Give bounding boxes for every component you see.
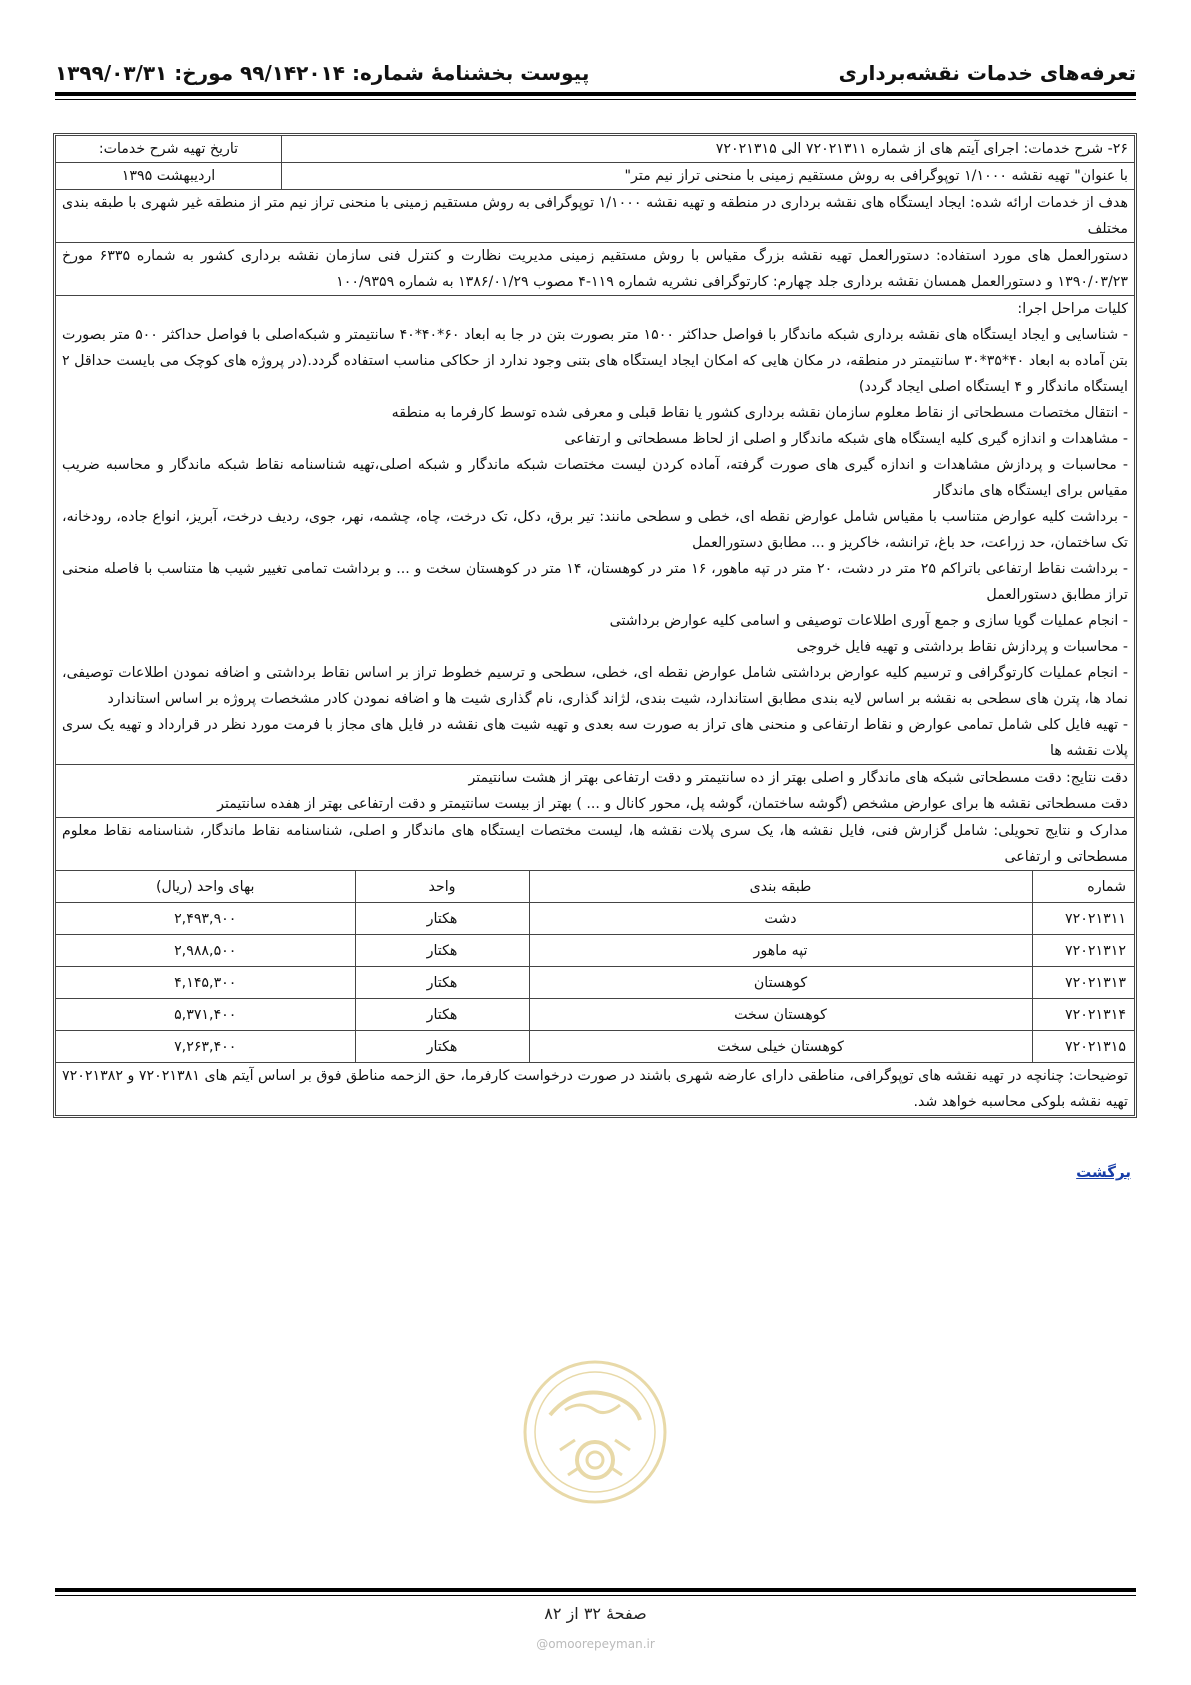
header-rule-thick (55, 92, 1136, 96)
goal-text: هدف از خدمات ارائه شده: ایجاد ایستگاه های نقشه برداری در منطقه و تهیه نقشه ۱/۱۰۰۰ توپوگرافی به روش مستقیم زمینی با منحنی تراز نیم متر از منطقه غیر شهری با طبقه بندی مختلف (62, 195, 1128, 237)
accuracy-map: دقت مسطحاتی نقشه ها برای عوارض مشخص (گوشه ساختمان، گوشه پل، محور کانال و ... ) بهتر از بیست سانتیمتر و دقت ارتفاعی بهتر از هفده سانتیمتر (217, 796, 1128, 812)
notes-row (56, 1063, 1134, 1115)
header-price: بهای واحد (ریال) (56, 871, 355, 903)
document-title: تعرفه‌های خدمات نقشه‌برداری (838, 61, 1136, 85)
deliverables-text: مدارک و نتایج تحویلی: شامل گزارش فنی، فایل نقشه ها، یک سری پلات نقشه ها، لیست مختصات ایستگاه های ماندگار و اصلی، شناسنامه نقاط ماندگار، شناسنامه نقاط معلوم مسطحاتی و ارتفاعی (62, 823, 1128, 865)
page-number: صفحهٔ ۳۲ از ۸۲ (544, 1604, 647, 1623)
item-unit: هکتار (355, 999, 529, 1031)
instructions-text: دستورالعمل های مورد استفاده: دستورالعمل تهیه نقشه بزرگ مقیاس با روش مستقیم زمینی مدیریت نظارت و کنترل فنی سازمان نقشه برداری کشور به شماره ۶۳۳۵ مورخ ۱۳۹۰/۰۳/۲۳ و دستورالعمل همسان نقشه برداری جلد چهارم: کارتوگرافی نشریه شماره ۱۱۹-۴ مصوب ۱۳۸۶/۰۱/۲۹ به شماره ۱۰۰/۹۳۵۹ (62, 248, 1129, 290)
price-table-row (56, 871, 1134, 1063)
step-item: - انتقال مختصات مسطحاتی از نقاط معلوم سازمان نقشه برداری کشور یا نقاط قبلی و معرفی شده توسط کارفرما به منطقه (391, 405, 1128, 421)
item-unit: هکتار (355, 967, 529, 999)
step-item: - برداشت کلیه عوارض متناسب با مقیاس شامل عوارض نقطه ای، خطی و سطحی مانند: تیر برق، دکل، تک درخت، چاه، چشمه، نهر، جوی، ردیف درخت، آبریز، انواع جاده، رودخانه، تک ساختمان، حد زراعت، حد باغ، ترانشه، خاکریز و ... مطابق دستورالعمل (62, 509, 1128, 551)
item-category: کوهستان خیلی سخت (529, 1031, 1032, 1063)
item-unit: هکتار (355, 1031, 529, 1063)
service-description (281, 136, 1134, 189)
item-price: ۴,۱۴۵,۳۰۰ (56, 967, 355, 999)
step-item: - محاسبات و پردازش مشاهدات و اندازه گیری های صورت گرفته، آماده کردن لیست مختصات شبکه ماندگار و شبکه اصلی،تهیه شناسنامه نقاط شبکه ماندگار و محاسبه ضریب مقیاس برای ایستگاه های ماندگار (62, 457, 1128, 499)
service-date-value: اردیبهشت ۱۳۹۵ (121, 168, 216, 184)
deliverables-row (56, 818, 1134, 871)
page-header (55, 58, 1136, 88)
item-price: ۵,۳۷۱,۴۰۰ (56, 999, 355, 1031)
step-item: - محاسبات و پردازش نقاط برداشتی و تهیه فایل خروجی (796, 639, 1128, 655)
item-category: تپه ماهور (529, 935, 1032, 967)
item-price: ۷,۲۶۳,۴۰۰ (174, 1038, 237, 1055)
price-table (56, 871, 1134, 1062)
header-rule-thin (55, 99, 1136, 100)
notes-text: توضیحات: چنانچه در تهیه نقشه های توپوگرافی، مناطقی دارای عارضه شهری باشند در صورت درخواست کارفرما، حق الزحمه مناطق فوق بر اساس آیتم های ۷۲۰۲۱۳۸۱ و ۷۲۰۲۱۳۸۲ تهیه نقشه بلوکی محاسبه خواهد شد. (62, 1068, 1128, 1110)
service-date (56, 136, 281, 189)
item-code: ۷۲۰۲۱۳۱۳ (1032, 967, 1134, 999)
item-category: کوهستان (529, 967, 1032, 999)
attachment-info: پیوست بخشنامهٔ شماره: ۹۹/۱۴۲۰۱۴ مورخ: ۱۳۹۹/۰۳/۳۱ (55, 61, 590, 85)
step-item: - برداشت نقاط ارتفاعی باتراکم ۲۵ متر در دشت، ۲۰ متر در تپه ماهور، ۱۶ متر در کوهستان، ۱۴ متر در کوهستان سخت و ... و برداشت تمامی تغییر شیب ها متناسب با فاصله منحنی تراز مطابق دستورالعمل (62, 561, 1128, 603)
service-table (53, 133, 1137, 1118)
service-date-label: تاریخ تهیه شرح خدمات: (56, 136, 281, 163)
goal-row (56, 190, 1134, 243)
header-code: شماره (1032, 871, 1134, 903)
item-category: دشت (529, 903, 1032, 935)
table-row (56, 967, 1134, 999)
step-item: - تهیه فایل کلی شامل تمامی عوارض و نقاط ارتفاعی و منحنی های تراز به صورت سه بعدی و تهیه شیت های نقشه در فایل های مجاز با فرمت مورد نظر در قرارداد و تهیه یک سری پلات نقشه ها (62, 717, 1128, 759)
step-item: - مشاهدات و اندازه گیری کلیه ایستگاه های شبکه ماندگار و اصلی از لحاظ مسطحاتی و ارتفاعی (564, 431, 1128, 447)
item-price: ۲,۴۹۳,۹۰۰ (56, 903, 355, 935)
service-title-line: با عنوان" تهیه نقشه ۱/۱۰۰۰ توپوگرافی به روش مستقیم زمینی با منحنی تراز نیم متر" (624, 168, 1128, 184)
footer-rule-thin (55, 1595, 1136, 1596)
item-unit: هکتار (355, 935, 529, 967)
item-code: ۷۲۰۲۱۳۱۲ (1032, 935, 1134, 967)
step-item: - انجام عملیات گویا سازی و جمع آوری اطلاعات توصیفی و اسامی کلیه عوارض برداشتی (609, 613, 1128, 629)
price-table-header (56, 871, 1134, 903)
service-description-line: ۲۶- شرح خدمات: اجرای آیتم های از شماره ۷۲۰۲۱۳۱۱ الی ۷۲۰۲۱۳۱۵ (282, 136, 1134, 163)
steps-row (56, 296, 1134, 765)
step-item: - انجام عملیات کارتوگرافی و ترسیم کلیه عوارض برداشتی شامل عوارض نقطه ای، خطی، سطحی و ترسیم خطوط تراز بر اساس نقاط برداشتی و اضافه نمودن اطلاعات توصیفی، نماد ها، پترن های سطحی به نقشه بر اساس لایه بندی مطابق استاندارد، شیت بندی، لژاند گذاری، نام گذاری شیت ها و اضافه نمودن کادر مشخصات پروژه بر اساس استاندارد (62, 665, 1128, 707)
item-code: ۷۲۰۲۱۳۱۴ (1032, 999, 1134, 1031)
accuracy-row (56, 765, 1134, 818)
header-category: طبقه بندی (529, 871, 1032, 903)
table-row (56, 903, 1134, 935)
table-row (56, 935, 1134, 967)
website-watermark: @omoorepeyman.ir (536, 1637, 655, 1651)
item-price: ۲,۹۸۸,۵۰۰ (56, 935, 355, 967)
step-item: - شناسایی و ایجاد ایستگاه های نقشه برداری شبکه ماندگار با فواصل حداکثر ۱۵۰۰ متر بصورت بتن در جا به ابعاد ۶۰*۴۰*۴۰ سانتیمتر و شبکه‌اصلی با فواصل حداکثر ۵۰۰ متر بصورت بتن آماده به ابعاد ۴۰*۳۵*۳۰ سانتیمتر در منطقه، در مکان هایی که امکان ایجاد ایستگاه های بتنی وجود ندارد از حکاکی مناسب استفاده گردد.(در پروژه های کوچک می بایست حداقل ۲ ایستگاه ماندگار و ۴ ایستگاه اصلی ایجاد گردد) (62, 327, 1128, 395)
service-description-row (56, 136, 1134, 190)
back-link[interactable]: برگشت (1076, 1163, 1131, 1181)
item-unit: هکتار (355, 903, 529, 935)
table-row (56, 999, 1134, 1031)
steps-title: کلیات مراحل اجرا: (1017, 301, 1128, 317)
footer-rule-thick (55, 1588, 1136, 1592)
item-category: کوهستان سخت (529, 999, 1032, 1031)
watermark-logo (520, 1355, 670, 1510)
accuracy-network: دقت نتایج: دقت مسطحاتی شبکه های ماندگار و اصلی بهتر از ده سانتیمتر و دقت ارتفاعی بهتر از هشت سانتیمتر (468, 770, 1128, 786)
table-row (56, 1031, 1134, 1063)
item-code: ۷۲۰۲۱۳۱۱ (1032, 903, 1134, 935)
header-unit: واحد (355, 871, 529, 903)
instructions-row (56, 243, 1134, 296)
item-code: ۷۲۰۲۱۳۱۵ (1032, 1031, 1134, 1063)
